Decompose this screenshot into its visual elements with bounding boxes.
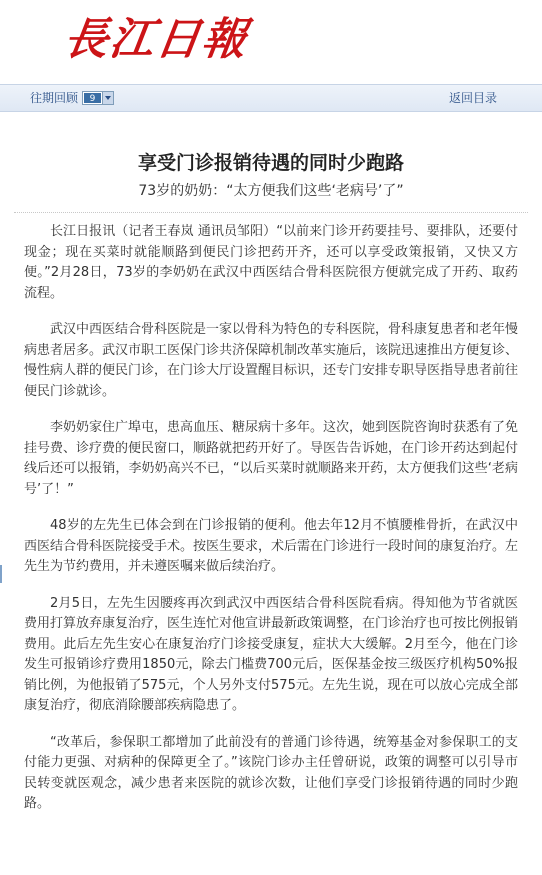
article-paragraph: 武汉中西医结合骨科医院是一家以骨科为特色的专科医院，骨科康复患者和老年慢病患者居多。武汉市职工医保门诊共济保障机制改革实施后，该院迅速推出方便复诊、慢性病人群的便民门诊，在门诊大厅设置醒目标识，还专门安排专职导医指导患者前往便民门诊就诊。 — [24, 322, 519, 399]
side-marker — [0, 565, 2, 583]
article-subtitle: 73岁的奶奶：“太方便我们这些‘老病号’了” — [138, 183, 404, 199]
article-paragraph: 长江日报讯（记者王春岚 通讯员邹阳）“以前来门诊开药要挂号、要排队，还要付现金；现在买菜时就能顺路到便民门诊把药开齐，还可以享受政策报销，又快又方便。”2月28日，73岁的李奶奶在武汉中西医结合骨科医院很方便就完成了开药、取药流程。 — [24, 224, 518, 301]
issue-date-select[interactable] — [82, 91, 114, 105]
article-title: 享受门诊报销待遇的同时少跑路 — [137, 152, 404, 174]
article-body — [24, 222, 518, 831]
masthead — [0, 0, 542, 84]
archive-label: 往期回顾 — [30, 91, 79, 105]
newspaper-logo: 長江日報 — [60, 14, 252, 65]
article-paragraph: 48岁的左先生已体会到在门诊报销的便利。他去年12月不慎腰椎骨折，在武汉中西医结合骨科医院接受手术。按医生要求，术后需在门诊进行一段时间的康复治疗。左先生为节约费用，并未遵医嘱来做后续治疗。 — [24, 518, 519, 574]
article-paragraph: “改革后，参保职工都增加了此前没有的普通门诊待遇，统筹基金对参保职工的支付能力更强、对病种的保障更全了。”该院门诊办主任曾研说，政策的调整可以引导市民转变就医观念，减少患者来医院的就诊次数，让他们享受门诊报销待遇的同时少跑路。 — [24, 734, 518, 811]
title-divider — [14, 212, 528, 213]
article-paragraph: 2月5日，左先生因腰疼再次到武汉中西医结合骨科医院看病。得知他为节省就医费用打算放弃康复治疗，医生连忙对他宣讲最新政策调整，在门诊治疗也可按比例报销费用。此后左先生安心在康复治疗门诊接受康复，症状大大缓解。2月至今，他在门诊发生可报销诊疗费用1850元，除去门槛费700元后，医保基金按三级医疗机构50%报销比例，为他报销了575元，个人另外支付575元。左先生说，现在可以放心完成全部康复治疗，彻底消除腰部疾病隐患了。 — [24, 595, 519, 713]
article-paragraph: 李奶奶家住广埠屯，患高血压、糖尿病十多年。这次，她到医院咨询时获悉有了免挂号费、诊疗费的便民窗口，顺路就把药开好了。导医告告诉她，在门诊开药达到起付线后还可以报销，李奶奶高兴不已，“以后买菜时就顺路来开药，太方便我们这些‘老病号’了！” — [24, 420, 519, 497]
chevron-down-icon[interactable] — [102, 92, 113, 104]
navigation-bar — [0, 84, 542, 112]
issue-date-value: 9 — [84, 93, 101, 103]
back-to-index-link[interactable]: 返回目录 — [448, 91, 497, 105]
archive-nav — [30, 85, 114, 111]
